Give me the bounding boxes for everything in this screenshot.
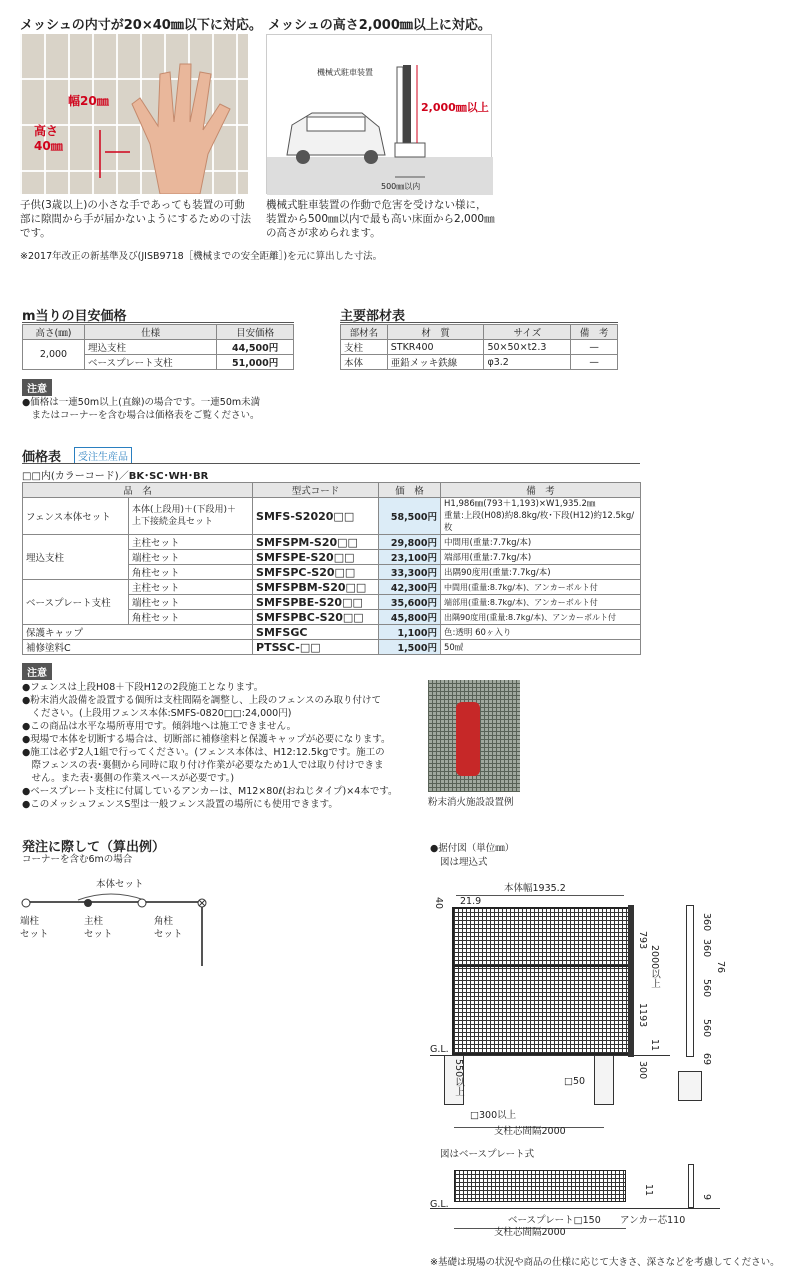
- group-cell: フェンス本体セット: [23, 498, 129, 535]
- width-dimension: 本体幅1935.2: [504, 883, 566, 894]
- price-cell: 1,100円: [379, 625, 441, 640]
- remarks-cell: 端部用(重量:7.7kg/本): [441, 550, 641, 565]
- drawing-footnote: ※基礎は現場の状況や商品の仕様に応じて大きさ、深さなどを考慮してください。: [430, 1257, 780, 1268]
- end-post-label: 端柱 セット: [20, 916, 49, 940]
- remarks-cell: 中間用(重量:8.7kg/本)、アンカーボルト付: [441, 580, 641, 595]
- col-note: 備 考: [571, 325, 618, 340]
- dim-76: 76: [715, 961, 726, 974]
- note1-line: ●価格は一連50m以上(直線)の場合です。一連50m未満: [22, 397, 261, 408]
- materials-table: [340, 324, 618, 370]
- corner-post-label: 角柱 セット: [154, 916, 183, 940]
- distance-label: 500㎜以内: [381, 182, 421, 191]
- price-cell: 51,000円: [217, 355, 294, 370]
- material-name: 支柱: [341, 340, 388, 355]
- color-code-prefix: □□内(カラーコード)／: [22, 471, 129, 482]
- group-cell: 埋込支柱: [23, 535, 129, 580]
- price-cell: 44,500円: [217, 340, 294, 355]
- car-icon: [267, 35, 493, 195]
- item-cell: 角柱セット: [129, 610, 253, 625]
- material-type: STKR400: [387, 340, 484, 355]
- code-cell: SMFS-S2020□□: [253, 498, 379, 535]
- price-table-title: 価格表: [22, 450, 62, 465]
- code-cell: PTSSC-□□: [253, 640, 379, 655]
- drawing-title: ●据付図（単位㎜）: [430, 843, 515, 854]
- remarks-cell: H1,986㎜(793＋1,193)×W1,935.2㎜ 重量:上段(H08)約8.8kg/枚･下段(H12)約12.5kg/枚: [441, 498, 641, 535]
- note2-list: [22, 681, 422, 811]
- code-cell: SMFSPC-S20□□: [253, 565, 379, 580]
- code-cell: SMFSPBE-S20□□: [253, 595, 379, 610]
- price-cell: 29,800円: [379, 535, 441, 550]
- code-cell: SMFSPBC-S20□□: [253, 610, 379, 625]
- mesh-hand-photo: [20, 34, 248, 194]
- baseplate-fence-panel: [454, 1170, 626, 1202]
- post-pitch: 支柱芯間隔2000: [494, 1126, 566, 1137]
- note2-line: ●現場で本体を切断する場合は、切断部に補修塗料と保護キャップが必要になります。: [22, 734, 391, 745]
- price-cell: 58,500円: [379, 498, 441, 535]
- device-label: 機械式駐車装置: [317, 68, 373, 77]
- fence-panel: [452, 907, 632, 1055]
- dim-2000: 2000以上: [649, 945, 660, 989]
- note2-line: ●この商品は水平な場所専用です。傾斜地へは施工できません。: [22, 721, 297, 732]
- code-cell: SMFSGC: [253, 625, 379, 640]
- item-cell: 主柱セット: [129, 535, 253, 550]
- note2-line: 際フェンスの表･裏側から同時に取り付け作業が必要なため1人では取り付けできま: [22, 760, 384, 771]
- photo-caption: 粉末消火施設設置例: [428, 797, 514, 808]
- body-set-label: 本体セット: [96, 879, 144, 890]
- dim-360b: 360: [701, 939, 712, 958]
- dim-560b: 560: [701, 1019, 712, 1038]
- note2-line: ●施工は必ず2人1組で行ってください。(フェンス本体は、H12:12.5kgです。施工の: [22, 747, 385, 758]
- main-post-icon: [84, 899, 92, 907]
- item-cell: 主柱セット: [129, 580, 253, 595]
- dim-560a: 560: [701, 979, 712, 998]
- material-note: —: [571, 340, 618, 355]
- note2-line: ●このメッシュフェンスS型は一般フェンス設置の場所にも使用できます。: [22, 799, 338, 810]
- col-height: 高さ(㎜): [23, 325, 85, 340]
- col-spec: 仕様: [84, 325, 216, 340]
- item-cell: 角柱セット: [129, 565, 253, 580]
- group-cell: 保護キャップ: [23, 625, 253, 640]
- remarks-cell: 中間用(重量:7.7kg/本): [441, 535, 641, 550]
- extinguisher-photo: [428, 680, 520, 792]
- material-name: 本体: [341, 355, 388, 370]
- dim-300: 300: [637, 1061, 648, 1080]
- item-cell: 端柱セット: [129, 595, 253, 610]
- item-cell: 本体(上段用)＋(下段用)＋ 上下接続金具セット: [129, 498, 253, 535]
- dim-550: 550以上: [453, 1059, 464, 1097]
- made-to-order-tag: 受注生産品: [74, 447, 132, 464]
- right-title: メッシュの高さ2,000㎜以上に対応。: [268, 18, 491, 33]
- material-size: 50×50×t2.3: [484, 340, 571, 355]
- corner-connector-icon: [138, 899, 146, 907]
- left-title: メッシュの内寸が20×40㎜以下に対応。: [20, 18, 262, 33]
- price-cell: 23,100円: [379, 550, 441, 565]
- remarks-cell: 色:透明 60ヶ入り: [441, 625, 641, 640]
- col-price: 価 格: [379, 483, 441, 498]
- height-2000-label: 2,000㎜以上: [421, 101, 489, 114]
- dim-foundation-300: □300以上: [470, 1110, 517, 1121]
- material-note: —: [571, 355, 618, 370]
- remarks-cell: 出隅90度用(重量:8.7kg/本)、アンカーボルト付: [441, 610, 641, 625]
- bp-anchor-label: アンカー芯110: [620, 1215, 686, 1226]
- material-size: φ3.2: [484, 355, 571, 370]
- note2-line: ください。(上段用フェンス本体:SMFS-0820□□:24,000円): [22, 708, 292, 719]
- remarks-cell: 50㎖: [441, 640, 641, 655]
- left-caption: 子供(3歳以上)の小さな手であっても装置の可動部に隙間から手が届かないようにするための寸法です。: [20, 199, 251, 239]
- top-footnote: ※2017年改正の新基準及び(JISB9718［機械までの安全距離］)を元に算出した寸法。: [20, 251, 383, 262]
- code-cell: SMFSPE-S20□□: [253, 550, 379, 565]
- dim-69: 69: [701, 1053, 712, 1066]
- price-per-m-table: [22, 324, 294, 370]
- gl-label: G.L.: [430, 1044, 449, 1055]
- code-cell: SMFSPM-S20□□: [253, 535, 379, 550]
- parking-illustration: [266, 34, 492, 194]
- price-table: [22, 482, 641, 655]
- end-post-icon: [22, 899, 30, 907]
- note2-line: ●フェンスは上段H08＋下段H12の2段施工となります。: [22, 682, 264, 693]
- dim-793: 793: [637, 931, 648, 950]
- materials-title: 主要部材表: [340, 309, 406, 324]
- material-type: 亜鉛メッキ鉄線: [387, 355, 484, 370]
- baseplate-drawing: [430, 1164, 790, 1244]
- post: [628, 905, 634, 1057]
- dim-post-50: □50: [564, 1076, 586, 1087]
- group-cell: 補修塗料C: [23, 640, 253, 655]
- side-view-post: [686, 905, 694, 1057]
- extinguisher-icon: [456, 702, 480, 776]
- dim-21-9: 21.9: [460, 896, 482, 907]
- col-code: 型式コード: [253, 483, 379, 498]
- price-cell: 45,800円: [379, 610, 441, 625]
- col-material: 材 質: [387, 325, 484, 340]
- height-value: 2,000: [23, 340, 85, 370]
- note2-badge: 注意: [22, 663, 52, 680]
- note2-line: ●ベースプレート支柱に付属しているアンカーは、M12×80ℓ(おねじタイプ)×4本です。: [22, 786, 398, 797]
- col-size: サイズ: [484, 325, 571, 340]
- note1-badge: 注意: [22, 379, 52, 396]
- col-price: 目安価格: [217, 325, 294, 340]
- group-cell: ベースプレート支柱: [23, 580, 129, 625]
- spec-cell: ベースプレート支柱: [84, 355, 216, 370]
- right-caption: 機械式駐車装置の作動で危害を受けない様に，装置から500㎜以内で最も高い床面から2,000㎜の高さが求められます。: [266, 199, 495, 239]
- side-foundation: [678, 1071, 702, 1101]
- embedded-drawing: [430, 875, 790, 1140]
- bp-plate-label: ベースプレート□150: [508, 1215, 601, 1226]
- bp-side-post: [688, 1164, 694, 1208]
- remarks-cell: 出隅90度用(重量:7.7kg/本): [441, 565, 641, 580]
- order-title: 発注に際して（算出例）: [22, 840, 166, 855]
- bp-dim-9: 9: [701, 1194, 712, 1201]
- col-product: 品 名: [23, 483, 253, 498]
- dim-1193: 1193: [637, 1003, 648, 1028]
- note2-line: ●粉末消火設備を設置する個所は支柱間隔を調整し、上段のフェンスのみ取り付けて: [22, 695, 382, 706]
- drawing-sub-baseplate: 図はベースプレート式: [440, 1149, 535, 1160]
- color-code-line: [22, 467, 208, 482]
- spec-cell: 埋込支柱: [84, 340, 216, 355]
- remarks-cell: 端部用(重量:8.7kg/本)、アンカーボルト付: [441, 595, 641, 610]
- price-per-m-title: m当りの目安価格: [22, 309, 127, 324]
- bp-dim-11: 11: [643, 1184, 654, 1197]
- col-name: 部材名: [341, 325, 388, 340]
- foundation-right: [594, 1055, 614, 1105]
- price-cell: 42,300円: [379, 580, 441, 595]
- mesh-height-label: 高さ 40㎜: [34, 124, 63, 153]
- drawing-sub-embedded: 図は埋込式: [440, 857, 488, 868]
- dim-40: 40: [433, 897, 444, 910]
- note2-line: せん。また表･裏側の作業スペースが必要です。): [22, 773, 235, 784]
- hand-icon: [20, 34, 248, 194]
- dim-11: 11: [649, 1039, 660, 1052]
- note1-line: またはコーナーを含む場合は価格表をご覧ください。: [22, 410, 260, 421]
- mesh-width-label: 幅20㎜: [68, 94, 109, 108]
- code-cell: SMFSPBM-S20□□: [253, 580, 379, 595]
- bp-gl-label: G.L.: [430, 1199, 449, 1210]
- price-cell: 33,300円: [379, 565, 441, 580]
- item-cell: 端柱セット: [129, 550, 253, 565]
- bp-pitch: 支柱芯間隔2000: [494, 1227, 566, 1238]
- col-remarks: 備 考: [441, 483, 641, 498]
- main-post-label: 主柱 セット: [84, 916, 113, 940]
- color-codes: BK･SC･WH･BR: [128, 471, 209, 482]
- dim-360a: 360: [701, 913, 712, 932]
- price-cell: 35,600円: [379, 595, 441, 610]
- order-subtitle: コーナーを含む6mの場合: [22, 854, 133, 865]
- price-cell: 1,500円: [379, 640, 441, 655]
